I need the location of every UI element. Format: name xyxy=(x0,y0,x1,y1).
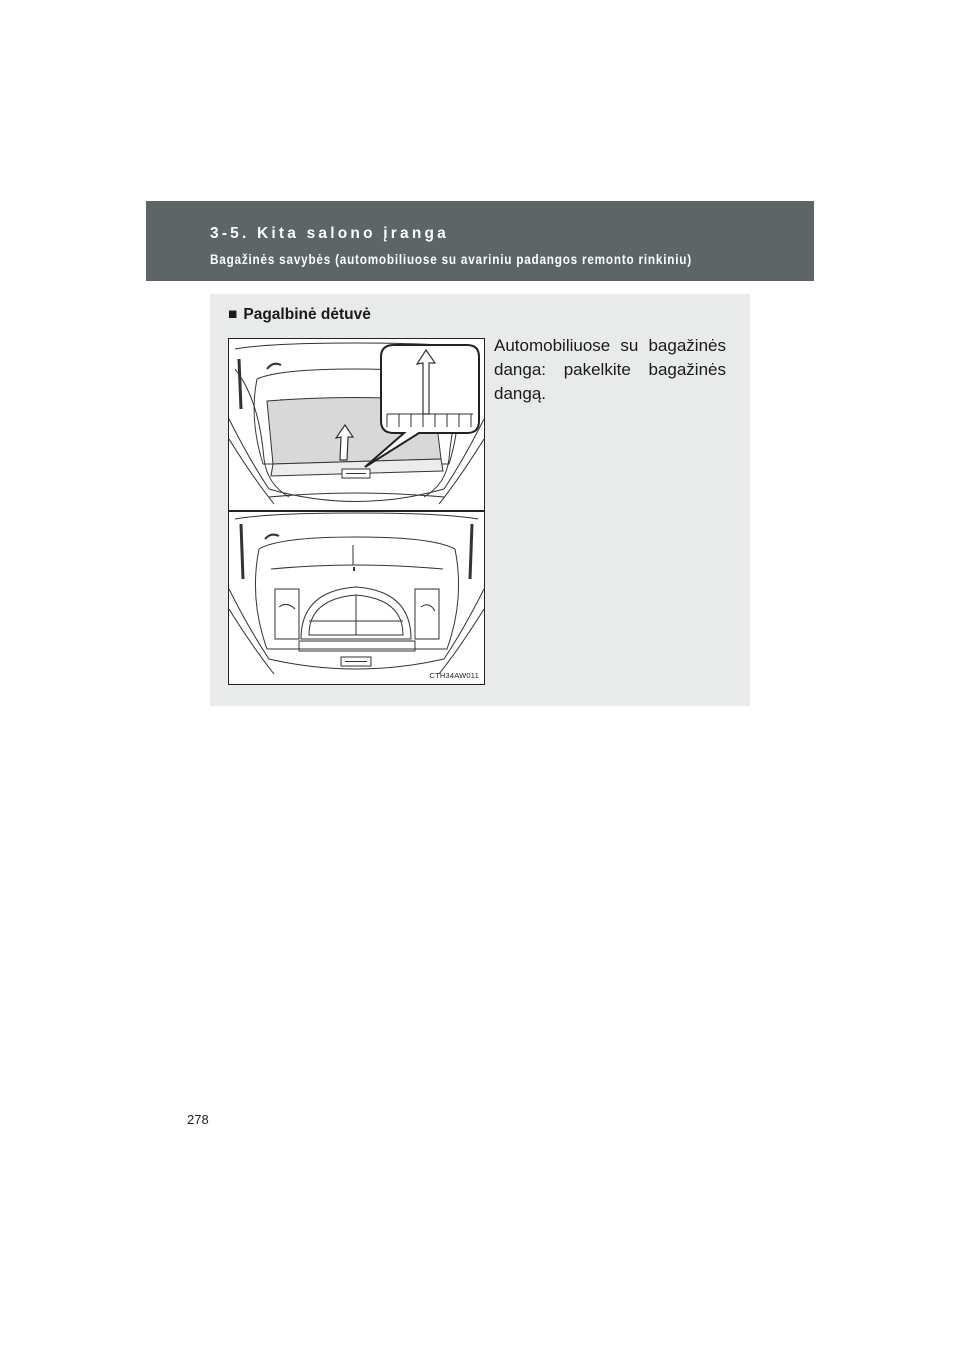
subheading-text: Pagalbinė dėtuvė xyxy=(243,306,371,323)
page-header xyxy=(146,201,814,281)
subheading xyxy=(228,306,371,324)
trunk-illustration xyxy=(228,338,485,685)
trunk-drawing xyxy=(229,339,484,684)
instruction-text: Automobiliuose su bagažinės danga: pakelkite bagažinės dangą. xyxy=(494,336,726,403)
section-subtitle: Bagažinės savybės (automobiliuose su avariniu padangos remonto rinkiniu) xyxy=(210,252,692,267)
page-number: 278 xyxy=(187,1112,209,1127)
section-title: 3-5. Kita salono įranga xyxy=(210,225,449,242)
square-bullet-icon: ■ xyxy=(228,306,238,323)
content-panel xyxy=(210,294,750,706)
figure-code: CTH34AW011 xyxy=(429,671,479,680)
